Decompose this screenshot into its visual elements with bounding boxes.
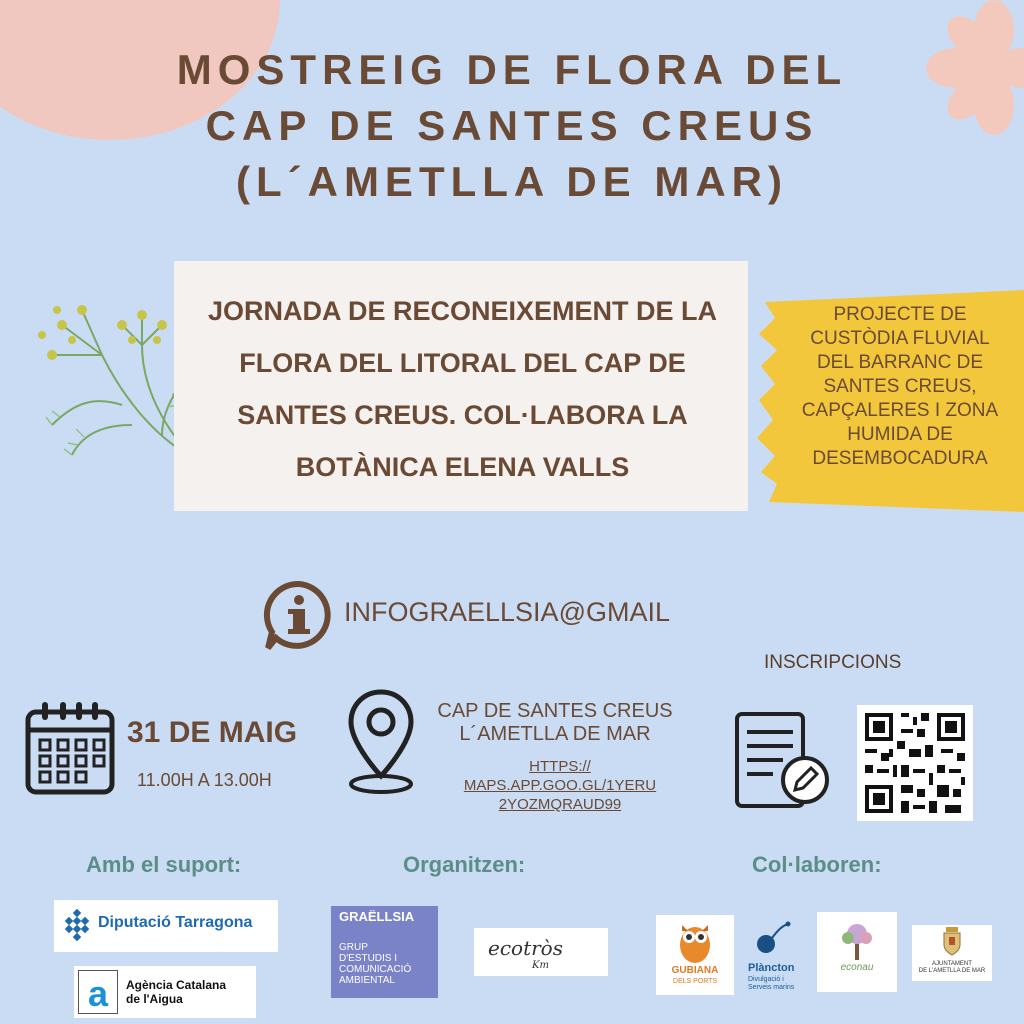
project-line-4: SANTES CREUS,: [823, 376, 977, 397]
ecotros-sub: Km: [532, 960, 549, 971]
ajuntament-line-1: AJUNTAMENT: [932, 961, 972, 967]
description-line-2: FLORA DEL LITORAL DEL CAP DE: [239, 348, 686, 378]
graellsia-logo[interactable]: [331, 906, 438, 998]
graellsia-title: GRAËLLSIA: [339, 909, 415, 924]
location-pin-icon: [345, 688, 417, 796]
gubiana-logo[interactable]: [656, 915, 734, 995]
qr-code[interactable]: [857, 705, 973, 821]
graellsia-sub-line-1: GRUP: [339, 942, 368, 953]
econau-logo[interactable]: [817, 912, 897, 992]
page-title: [0, 42, 1024, 210]
project-line-3: DEL BARRANC DE: [816, 352, 984, 373]
organizers-heading: Organitzen:: [403, 852, 526, 877]
calendar-icon: [24, 700, 116, 796]
event-description: [190, 285, 735, 493]
aca-name-line-1: Agència Catalana: [126, 978, 227, 992]
description-line-1: JORNADA DE RECONEIXEMENT DE LA: [207, 296, 718, 326]
ajuntament-ametlla-logo[interactable]: [912, 925, 992, 981]
ecotros-logo[interactable]: [474, 928, 608, 976]
contact-email[interactable]: INFOGRAELLSIA@GMAIL: [344, 597, 670, 627]
info-icon: [262, 578, 336, 652]
plancton-logo[interactable]: [746, 918, 808, 994]
plankton-icon: [752, 920, 792, 960]
gubiana-name: GUBIANA: [671, 965, 719, 976]
plancton-sub-line-2: Serveis marins: [748, 984, 795, 991]
event-time: 11.00H A 13.00H: [137, 770, 272, 790]
econau-name: econau: [840, 962, 874, 973]
registration-form-icon: [733, 710, 833, 810]
diputacio-emblem: [60, 908, 94, 944]
event-location: [425, 700, 685, 746]
support-heading: Amb el suport:: [86, 852, 242, 877]
maps-link-line-1[interactable]: HTTPS://: [529, 758, 591, 775]
plancton-sub: [748, 976, 794, 992]
project-description: [780, 303, 1020, 471]
description-line-4: BOTÀNICA ELENA VALLS: [295, 452, 630, 482]
aca-emblem: [78, 970, 118, 1014]
location-line-2: L´AMETLLA DE MAR: [459, 723, 651, 745]
description-line-3: SANTES CREUS. COL·LABORA LA: [237, 400, 688, 430]
location-line-1: CAP DE SANTES CREUS: [437, 700, 673, 722]
graellsia-subtitle: [339, 942, 411, 986]
graellsia-sub-line-3: COMUNICACIÓ: [339, 964, 412, 975]
maps-link-line-3[interactable]: 2YOZMQRAUD99: [498, 796, 622, 813]
ajuntament-line-2: DE L'AMETLLA DE MAR: [918, 968, 986, 974]
owl-icon: [676, 919, 714, 965]
project-line-6: HUMIDA DE: [847, 424, 953, 445]
aca-name: [126, 978, 226, 1006]
graellsia-sub-line-2: D'ESTUDIS I: [339, 953, 398, 964]
project-line-1: PROJECTE DE: [833, 304, 967, 325]
graellsia-sub-line-4: AMBIENTAL: [339, 975, 395, 986]
gubiana-sub: DELS PORTS: [672, 978, 718, 985]
registration-label: INSCRIPCIONS: [764, 652, 902, 673]
project-line-2: CUSTÒDIA FLUVIAL: [810, 328, 990, 349]
event-date: 31 DE MAIG: [127, 716, 298, 749]
collaborators-heading: Col·laboren:: [752, 852, 882, 877]
project-line-7: DESEMBOCADURA: [812, 448, 988, 469]
plancton-name: Plàncton: [748, 962, 795, 974]
coat-of-arms-icon: [942, 927, 962, 957]
aca-name-line-2: de l'Aigua: [126, 992, 183, 1006]
maps-link[interactable]: [440, 757, 680, 814]
project-line-5: CAPÇALERES I ZONA: [801, 400, 999, 421]
svg-text:a: a: [87, 973, 109, 1014]
diputacio-tarragona-logo[interactable]: [54, 900, 278, 952]
plancton-sub-line-1: Divulgació i: [748, 976, 784, 983]
title-line-3: (L´AMETLLA DE MAR): [235, 158, 788, 205]
qr-code-image: [857, 705, 973, 821]
title-line-1: MOSTREIG DE FLORA DEL: [176, 46, 848, 93]
agencia-catalana-aigua-logo[interactable]: [74, 966, 256, 1018]
diputacio-name: Diputació Tarragona: [98, 914, 253, 931]
title-line-2: CAP DE SANTES CREUS: [205, 102, 819, 149]
ecotros-name: ecotròs: [488, 936, 563, 960]
ajuntament-name: [912, 961, 992, 975]
maps-link-line-2[interactable]: MAPS.APP.GOO.GL/1YERU: [463, 777, 657, 794]
tree-icon: [839, 920, 875, 962]
